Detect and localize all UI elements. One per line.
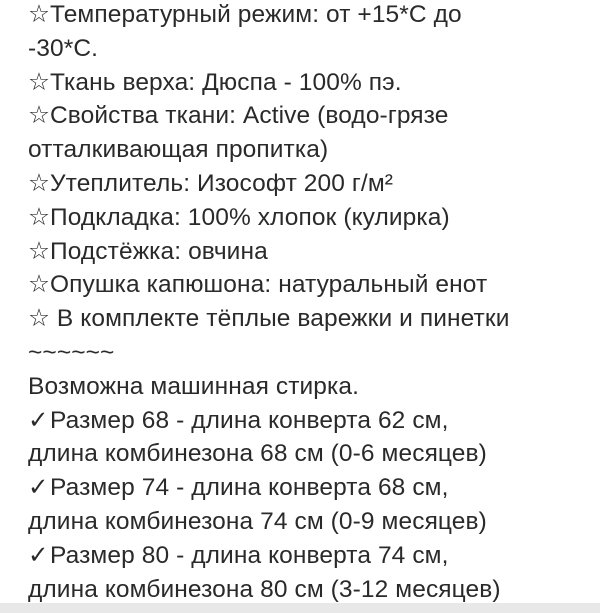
line-text: Размер 74 - длина конверта 68 см, (50, 474, 449, 502)
line-text: Ткань верха: Дюспа - 100% пэ. (50, 68, 402, 96)
text-line (28, 167, 588, 201)
text-line (28, 404, 588, 438)
text-line (28, 268, 588, 302)
product-description (28, 0, 588, 606)
check-icon (28, 404, 50, 438)
text-line (28, 235, 588, 269)
divider-text: ~~~~~~ (28, 338, 115, 366)
line-text: Опушка капюшона: натуральный енот (50, 271, 488, 299)
star-icon (28, 66, 50, 100)
line-text: Утеплитель: Изософт 200 г/м² (50, 169, 394, 197)
check-icon (28, 539, 50, 573)
text-line (28, 573, 588, 607)
line-text: Подкладка: 100% хлопок (кулирка) (50, 203, 450, 231)
text-line (28, 471, 588, 505)
line-text: Размер 80 - длина конверта 74 см, (50, 541, 449, 569)
star-icon (28, 0, 50, 32)
text-line (28, 336, 588, 370)
text-line (28, 0, 588, 32)
bottom-edge (0, 603, 600, 613)
line-text: длина комбинезона 68 см (0-6 месяцев) (28, 440, 487, 468)
star-icon (28, 302, 50, 336)
star-icon (28, 235, 50, 269)
text-line (28, 370, 588, 404)
line-text: Возможна машинная стирка. (28, 372, 360, 400)
line-text: -30*С. (28, 34, 99, 62)
star-icon (28, 167, 50, 201)
text-line (28, 66, 588, 100)
line-text: Подстёжка: овчина (50, 237, 268, 265)
text-line (28, 133, 588, 167)
star-icon (28, 201, 50, 235)
star-icon (28, 99, 50, 133)
text-line (28, 437, 588, 471)
text-line (28, 32, 588, 66)
line-text: Свойства ткани: Active (водо-грязе (50, 102, 449, 130)
line-text: В комплекте тёплые варежки и пинетки (50, 305, 510, 333)
text-line (28, 201, 588, 235)
text-line (28, 302, 588, 336)
line-text: длина комбинезона 80 см (3-12 месяцев) (28, 575, 501, 603)
star-icon (28, 268, 50, 302)
text-line (28, 99, 588, 133)
text-line (28, 539, 588, 573)
line-text: отталкивающая пропитка) (28, 136, 329, 164)
line-text: Размер 68 - длина конверта 62 см, (50, 406, 449, 434)
line-text: длина комбинезона 74 см (0-9 месяцев) (28, 507, 487, 535)
text-line (28, 505, 588, 539)
check-icon (28, 471, 50, 505)
line-text: Температурный режим: от +15*С до (50, 1, 462, 28)
